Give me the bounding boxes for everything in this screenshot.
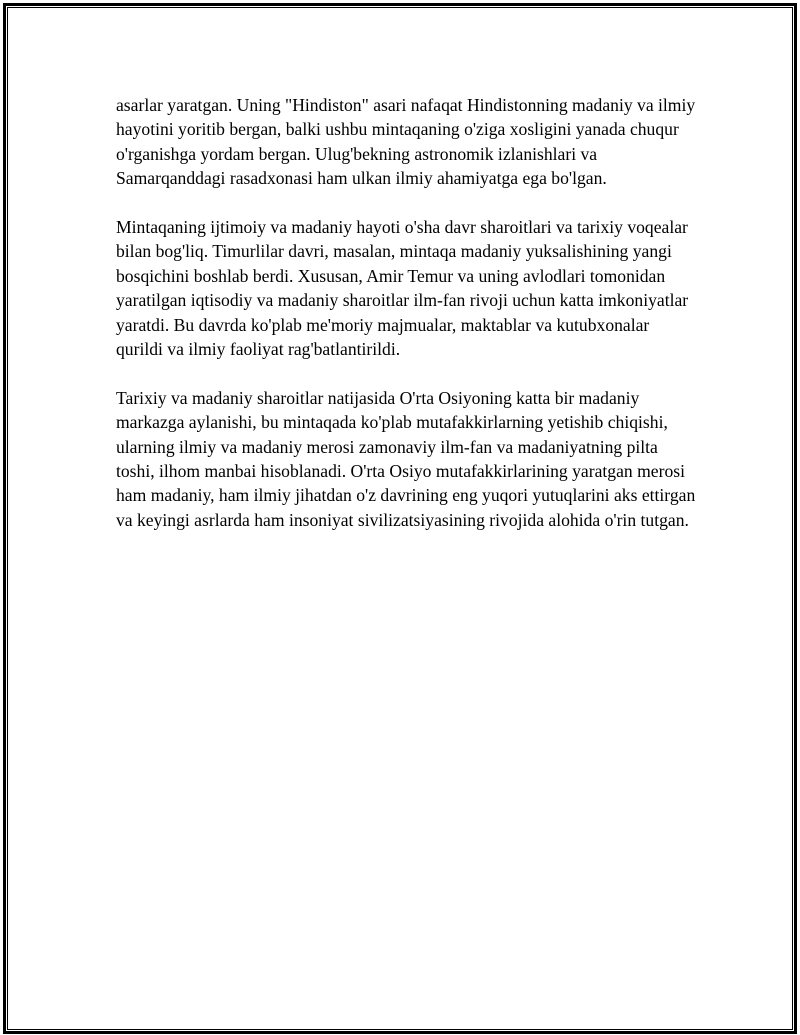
document-body [116, 93, 696, 557]
paragraph-2: Mintaqaning ijtimoiy va madaniy hayoti o'sha davr sharoitlari va tarixiy voqealar bilan bog'liq. Timurlilar davri, masalan, mintaqa madaniy yuksalishining yangi bosqichini boshlab berdi. Xususan, Amir Temur va uning avlodlari tomonidan yaratilgan iqtisodiy va madaniy sharoitlar ilm-fan rivoji uchun katta imkoniyatlar yaratdi. Bu davrda ko'plab me'moriy majmualar, maktablar va kutubxonalar qurildi va ilmiy faoliyat rag'batlantirildi. [116, 217, 689, 360]
paragraph-1: asarlar yaratgan. Uning "Hindiston" asari nafaqat Hindistonning madaniy va ilmiy hayotini yoritib bergan, balki ushbu mintaqaning o'ziga xosligini yanada chuqur o'rganishga yordam bergan. Ulug'bekning astronomik izlanishlari va Samarqanddagi rasadxonasi ham ulkan ilmiy ahamiyatga ega bo'lgan. [116, 95, 696, 189]
paragraph-3: Tarixiy va madaniy sharoitlar natijasida O'rta Osiyoning katta bir madaniy markazga aylanishi, bu mintaqada ko'plab mutafakkirlarning yetishib chiqishi, ularning ilmiy va madaniy merosi zamonaviy ilm-fan va madaniyatning pilta toshi, ilhom manbai hisoblanadi. O'rta Osiyo mutafakkirlarining yaratgan merosi ham madaniy, ham ilmiy jihatdan o'z davrining eng yuqori yutuqlarini aks ettirgan va keyingi asrlarda ham insoniyat sivilizatsiyasining rivojida alohida o'rin tutgan. [116, 387, 696, 530]
